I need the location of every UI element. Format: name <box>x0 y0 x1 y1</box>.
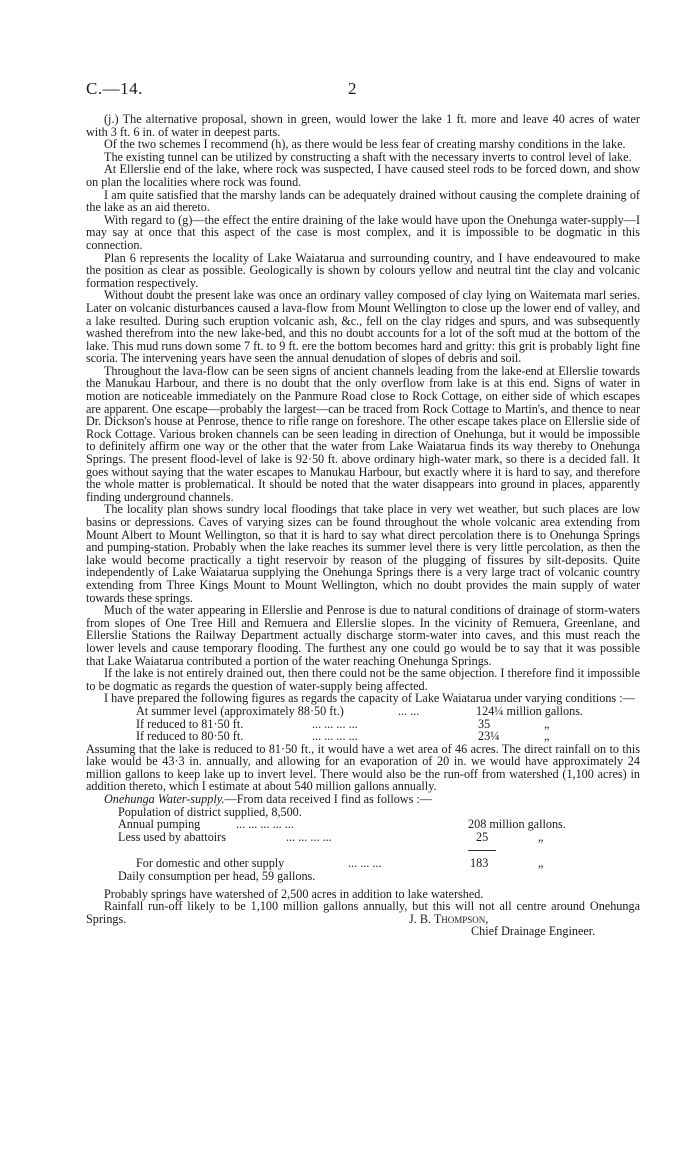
supply-table <box>86 806 640 883</box>
supply-label: Less used by abattoirs <box>118 829 226 844</box>
paragraph: If the lake is not entirely drained out, then there could not be the same objection. I therefore find it impossible to be dogmatic as regards the question of water-supply being affected. <box>86 666 640 693</box>
supply-heading-rest: —From data received I find as follows :— <box>224 792 432 807</box>
leader-dots: ... ... ... ... <box>312 716 358 731</box>
paragraph: At Ellerslie end of the lake, where rock was suspected, I have caused steel rods to be forced down, and show on plan the localities where rock was found. <box>86 162 640 189</box>
paragraph: I have prepared the following figures as regards the capacity of Lake Waiatarua under varying conditions :— <box>104 691 635 706</box>
capacity-row <box>86 705 640 718</box>
ditto-mark: „ <box>538 856 544 871</box>
page-number: 2 <box>348 79 357 98</box>
ditto-mark: „ <box>544 729 550 744</box>
population-line: Population of district supplied, 8,500. <box>118 804 302 819</box>
closing-paragraph: Probably springs have watershed of 2,500 acres in addition to lake watershed. <box>104 886 484 901</box>
supply-heading-paragraph <box>86 793 640 806</box>
signature-title: Chief Drainage Engineer. <box>471 924 596 939</box>
paragraph-j: (j.) The alternative proposal, shown in green, would lower the lake 1 ft. more and leave 40 acres of water with 3 ft. 6 in. of water in deepest parts. <box>86 112 640 139</box>
capacity-label: If reduced to 80·50 ft. <box>136 729 244 744</box>
sum-rule-row <box>86 843 640 857</box>
ditto-mark: „ <box>544 716 550 731</box>
paragraph: Throughout the lava-flow can be seen signs of ancient channels leading from the lake-end at Ellerslie towards the Manukau Harbour, and there is no doubt that the only overflow from lake is at this end. Signs of water in motion are noticeable immediately on the Panmure Road close to Rock Cottage, on either side of which escapes are apparent. One escape—probably the largest—can be traced from Rock Cottage to Martin's, and thence to near Dr. Dickson's house at Penrose, thence to rifle range on foreshore. The other escape takes place on Ellerslie side of Rock Cottage. Various broken channels can be seen leading in direction of Onehunga, but it would be impossible to definitely affirm one way or the other that the water from Lake Waiatarua finds its way thereby to Onehunga Springs. The present flood-level of lake is 92·50 ft. above ordinary high-water mark, so there is a decided fall. It goes without saying that the water escapes to Manukau Harbour, but exactly where it is hard to say, and therefore the whole matter is problematical. It should be noted that the water disappears into ground in places, apparently finding underground channels. <box>86 363 640 504</box>
sum-rule <box>468 850 496 851</box>
supply-value: 208 million gallons. <box>468 817 566 832</box>
paragraph: With regard to (g)—the effect the entire draining of the lake would have upon the Onehunga water-supply—I may say at once that this aspect of the case is most complex, and it is impossible to be dogmatic in this connection. <box>86 212 640 252</box>
capacity-label: At summer level (approximately 88·50 ft.) <box>136 703 344 718</box>
paragraph: The existing tunnel can be utilized by constructing a shaft with the necessary inverts to control level of lake. <box>104 149 632 164</box>
document-body <box>86 113 640 938</box>
capacity-row <box>86 730 640 743</box>
capacity-table <box>86 705 640 743</box>
supply-row <box>86 831 640 844</box>
leader-dots: ... ... ... <box>348 856 382 871</box>
document-code: C.—14. <box>86 79 143 98</box>
capacity-value: 35 <box>478 716 491 731</box>
paragraph: Much of the water appearing in Ellerslie and Penrose is due to natural conditions of drainage of storm-waters from slopes of One Tree Hill and Remuera and Ellerslie slopes. In the vicinity of Remuera, Greenlane, and Ellerslie Stations the Railway Department actually discharge storm-water into caves, and this must reach the lower levels and cause temporary flooding. The furthest any one could go would be to say that it was possible that Lake Waiatarua contributed a portion of the water reaching Onehunga Springs. <box>86 603 640 668</box>
supply-row <box>86 818 640 831</box>
supply-row <box>86 870 640 883</box>
supply-label: Annual pumping <box>118 817 201 832</box>
page-header <box>86 79 646 103</box>
supply-heading: Onehunga Water-supply. <box>104 792 225 807</box>
paragraph: Of the two schemes I recommend (h), as there would be less fear of creating marshy conditions in the lake. <box>104 137 626 152</box>
paragraph: Assuming that the lake is reduced to 81·50 ft., it would have a wet area of 46 acres. The direct rainfall on to this lake would be 43·3 in. annually, and allowing for an evaporation of 20 in. we would have approximately 24 million gallons to keep lake up to invert level. There would also be the run-off from watershed (1,100 acres) in addition thereto, which I estimate at about 540 million gallons annually. <box>86 741 640 794</box>
paragraph: Plan 6 represents the locality of Lake Waiatarua and surrounding country, and I have endeavoured to make the position as clear as possible. Geologically is shown by colours yellow and neutral tint the clay and volcanic formation respectively. <box>86 250 640 290</box>
paragraph: I am quite satisfied that the marshy lands can be adequately drained without causing the complete draining of the lake as an aid thereto. <box>86 187 640 215</box>
paragraph: Without doubt the present lake was once an ordinary valley composed of clay lying on Waitemata marl series. Later on volcanic disturbances caused a lava-flow from Mount Wellington to close up the lower end of valley, and a lake resulted. During such eruption volcanic ash, &c., fell on the clay ridges and spurs, and was subsequently washed therefrom into the new lake-bed, and this no doubt accounts for a lot of the soft mud at the bottom of the lake. This mud runs down some 7 ft. to 9 ft. ere the bottom becomes hard and gritty: this grit is probably light fine scoria. The intervening years have seen the annual denudation of slopes of debris and soil. <box>86 288 640 366</box>
leader-dots: ... ... ... ... <box>286 829 332 844</box>
supply-value: 183 <box>470 856 489 871</box>
leader-dots: ... ... <box>398 703 420 718</box>
closing-paragraph: Rainfall run-off likely to be 1,100 million gallons annually, but this will not all centre around Onehunga Springs. <box>86 899 640 926</box>
capacity-value: 124¼ million gallons. <box>476 703 583 718</box>
leader-dots: ... ... ... ... ... <box>236 817 294 832</box>
daily-consumption: Daily consumption per head, 59 gallons. <box>118 869 316 884</box>
capacity-label: If reduced to 81·50 ft. <box>136 716 244 731</box>
capacity-value: 23¼ <box>478 729 500 744</box>
signature-name: J. B. Thompson, <box>409 911 489 926</box>
supply-value: 25 <box>476 829 489 844</box>
leader-dots: ... ... ... ... <box>312 729 358 744</box>
ditto-mark: „ <box>538 829 544 844</box>
paragraph: The locality plan shows sundry local floodings that take place in very wet weather, but such places are low basins or depressions. Caves of varying sizes can be found throughout the whole volcanic area extending from Mount Albert to Mount Wellington, so that it is hard to say what direct percolation there is to Onehunga Springs and pumping-station. Probably when the lake reaches its summer level there is very little percolation, as then the lake would become practically a tight reservoir by reason of the plugging of fissures by silt-deposits. Quite independently of Lake Waiatarua supplying the Onehunga Springs there is a very large tract of volcanic country extending from Three Kings Mount to Mount Wellington, which no doubt provides the main supply of water towards these springs. <box>86 502 640 605</box>
signature-title-row <box>86 925 640 938</box>
supply-label: For domestic and other supply <box>136 856 285 871</box>
